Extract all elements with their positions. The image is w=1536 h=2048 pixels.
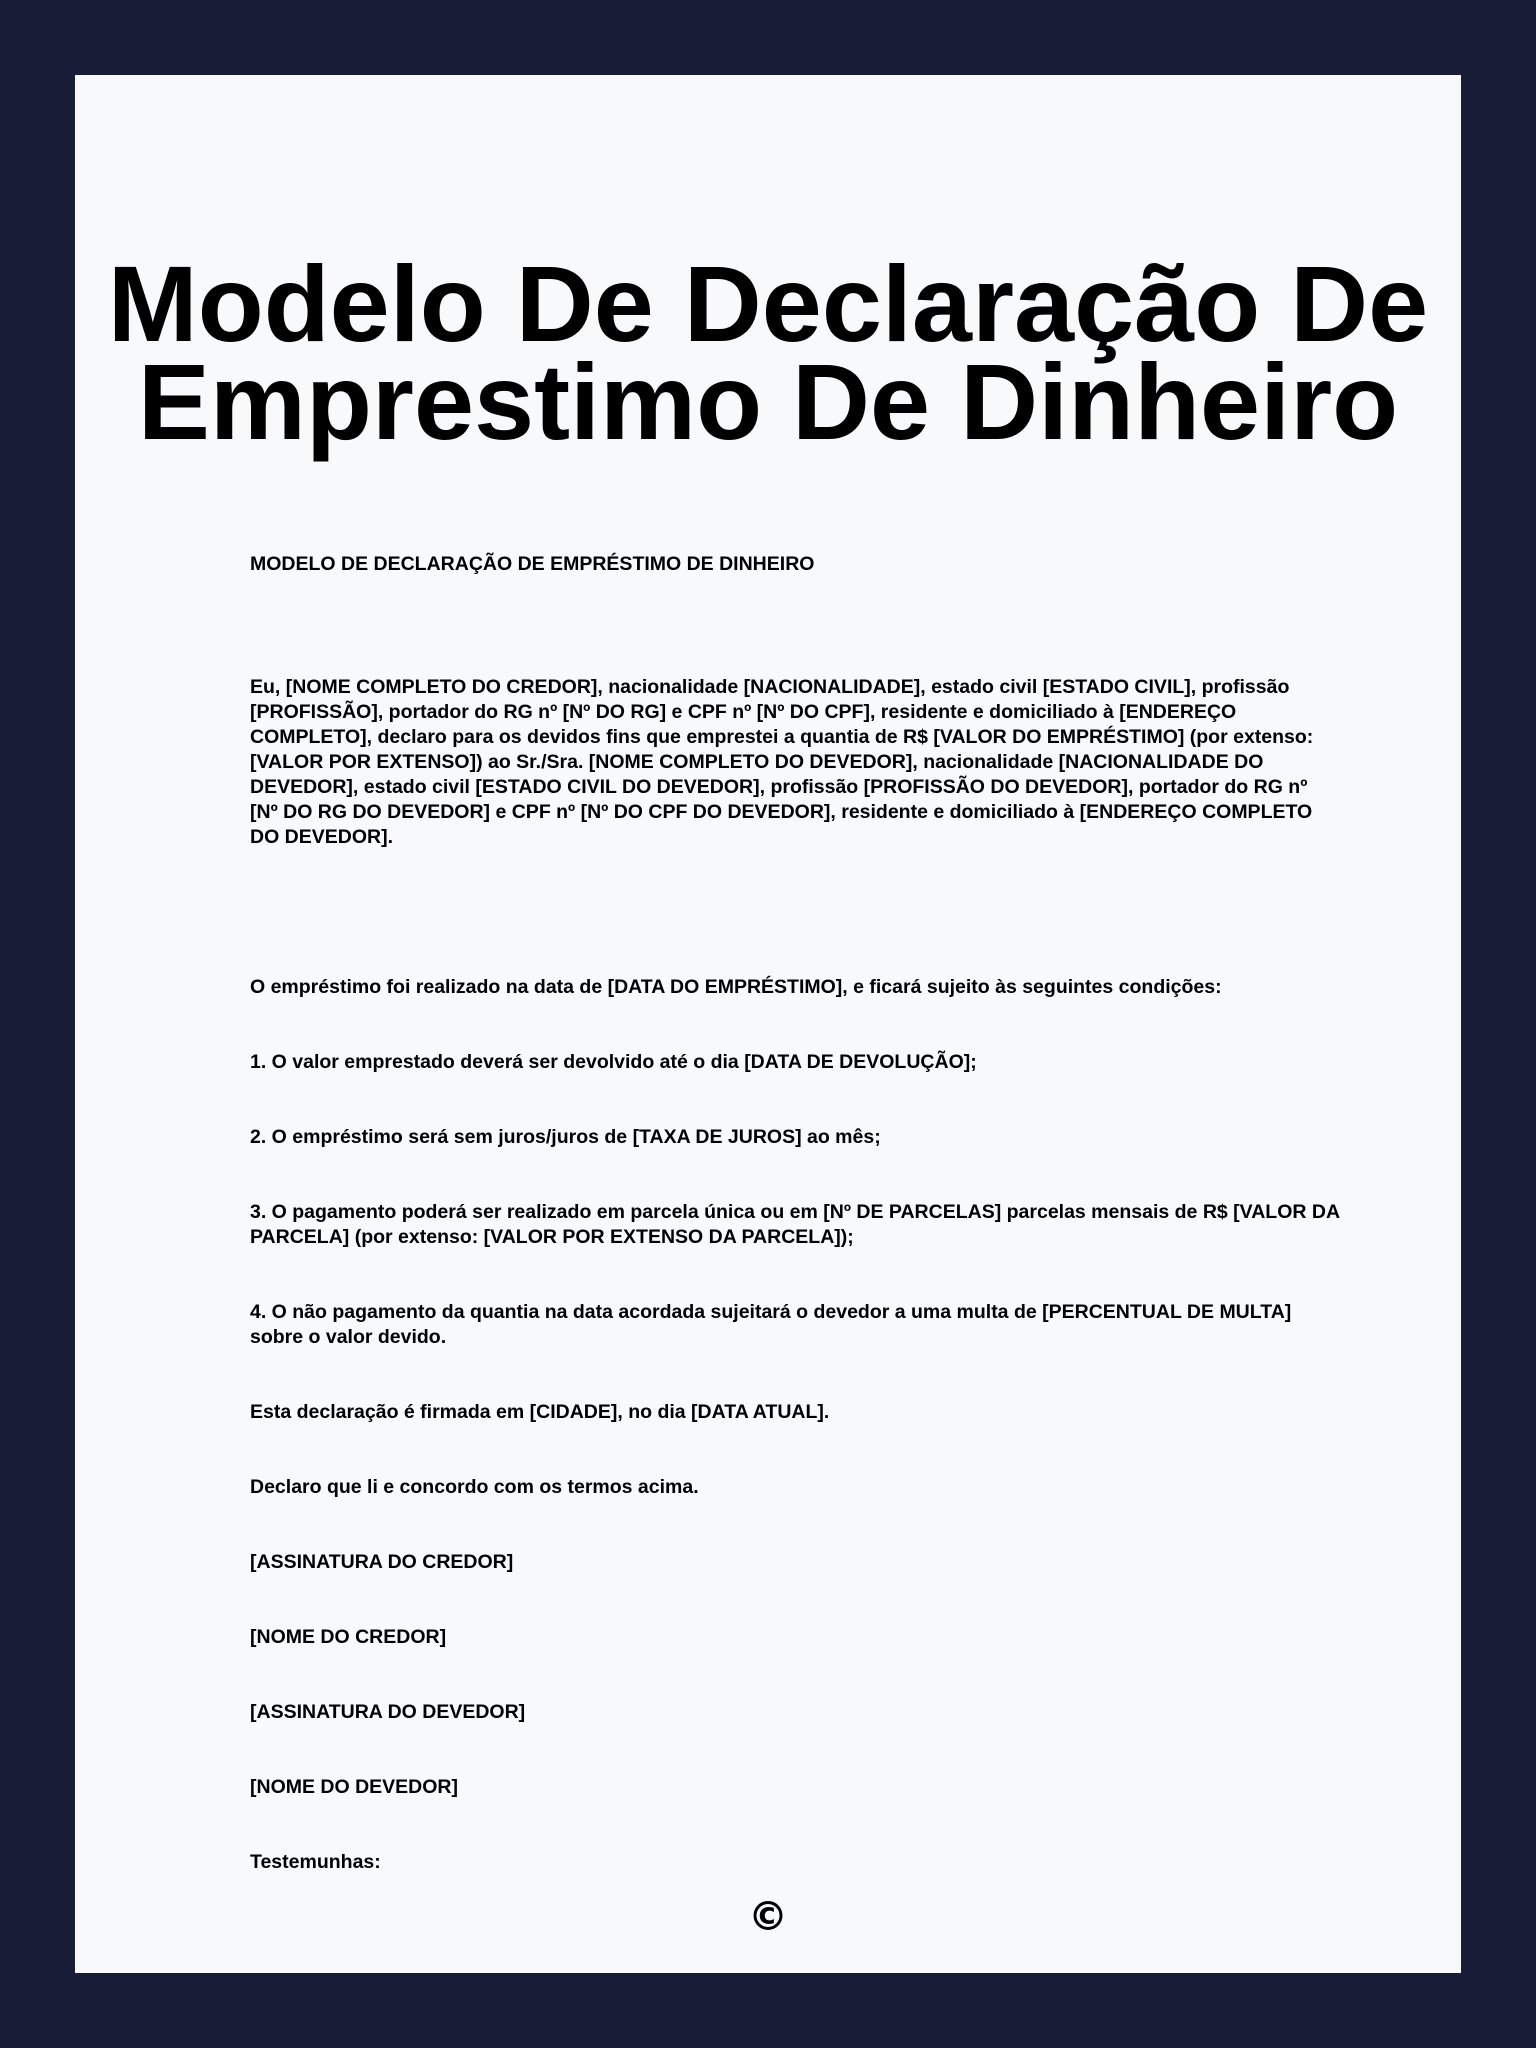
- creditor-signature-placeholder: [ASSINATURA DO CREDOR]: [250, 1551, 514, 1573]
- document-heading: MODELO DE DECLARAÇÃO DE EMPRÉSTIMO DE DINHEIRO: [250, 553, 815, 575]
- creditor-name-placeholder: [NOME DO CREDOR]: [250, 1626, 447, 1648]
- condition-item-3: 3. O pagamento poderá ser realizado em parcela única ou em [Nº DE PARCELAS] parcelas mensais de R$ [VALOR DA PARCELA] (por extenso: [VALOR POR EXTENSO DA PARCELA]);: [250, 1201, 1340, 1248]
- debtor-signature-placeholder: [ASSINATURA DO DEVEDOR]: [250, 1701, 526, 1723]
- condition-item-2: 2. O empréstimo será sem juros/juros de [TAXA DE JUROS] ao mês;: [250, 1126, 881, 1148]
- page-title-line-1: Modelo De Declaração De: [107, 243, 1429, 364]
- condition-item-4: 4. O não pagamento da quantia na data acordada sujeitará o devedor a uma multa de [PERCENTUAL DE MULTA] sobre o valor devido.: [250, 1301, 1292, 1348]
- page-title: [75, 243, 1461, 462]
- document-page: [75, 75, 1461, 1973]
- page-title-line-2: Emprestimo De Dinheiro: [137, 341, 1399, 462]
- agreement-line: Declaro que li e concordo com os termos acima.: [250, 1476, 699, 1498]
- witnesses-label: Testemunhas:: [250, 1851, 381, 1873]
- intro-paragraph: Eu, [NOME COMPLETO DO CREDOR], nacionalidade [NACIONALIDADE], estado civil [ESTADO CIVIL], profissão [PROFISSÃO], portador do RG nº [Nº DO RG] e CPF nº [Nº DO CPF], residente e domiciliado à [ENDEREÇO COMPLETO], declaro para os devidos fins que emprestei a quantia de R$ [VALOR DO EMPRÉSTIMO] (por extenso: [VALOR POR EXTENSO]) ao Sr./Sra. [NOME COMPLETO DO DEVEDOR], nacionalidade [NACIONALIDADE DO DEVEDOR], estado civil [ESTADO CIVIL DO DEVEDOR], profissão [PROFISSÃO DO DEVEDOR], portador do RG nº [Nº DO RG DO DEVEDOR] e CPF nº [Nº DO CPF DO DEVEDOR], residente e domiciliado à [ENDEREÇO COMPLETO DO DEVEDOR].: [250, 676, 1314, 848]
- condition-item-1: 1. O valor emprestado deverá ser devolvido até o dia [DATA DE DEVOLUÇÃO];: [250, 1051, 977, 1073]
- place-date-line: Esta declaração é firmada em [CIDADE], no dia [DATA ATUAL].: [250, 1401, 830, 1423]
- copyright-icon: ©: [748, 1894, 788, 1940]
- debtor-name-placeholder: [NOME DO DEVEDOR]: [250, 1776, 459, 1798]
- conditions-intro: O empréstimo foi realizado na data de [DATA DO EMPRÉSTIMO], e ficará sujeito às seguintes condições:: [250, 976, 1222, 998]
